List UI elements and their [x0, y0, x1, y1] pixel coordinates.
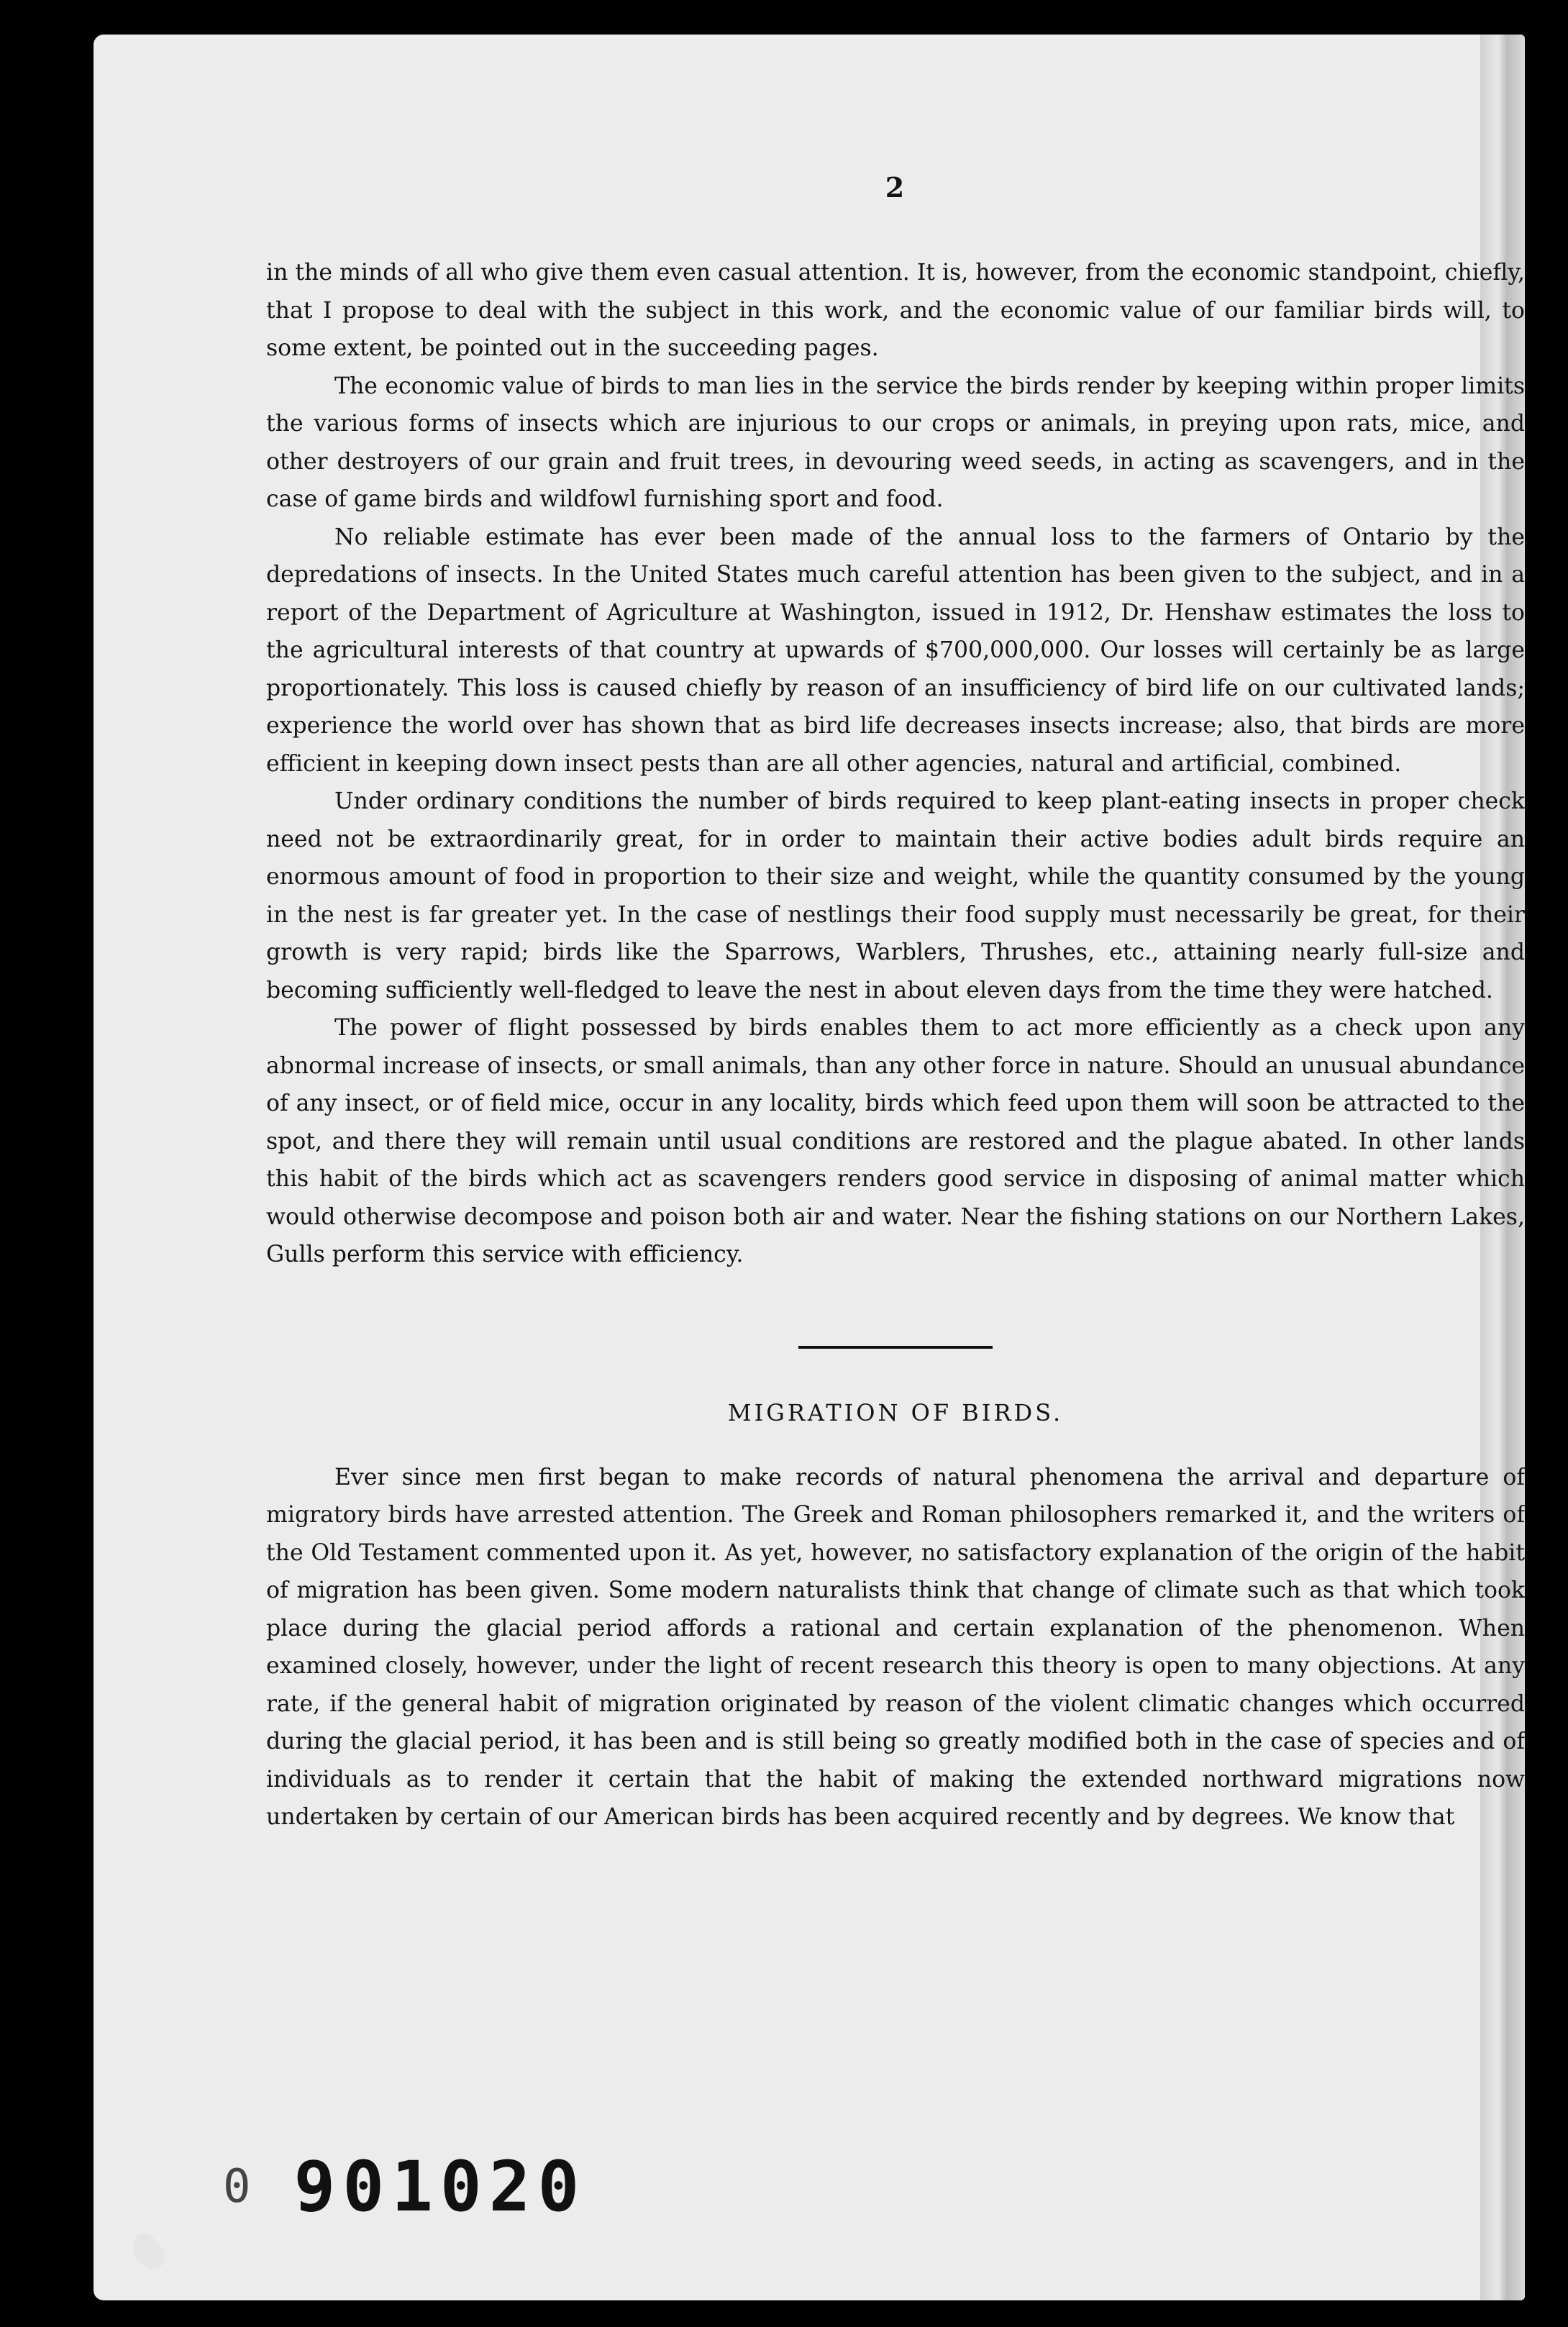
stamp-prefix: 0	[223, 2160, 251, 2213]
paragraph-power-of-flight: The power of flight possessed by birds enables them to act more efficiently as a check upon any abnormal increase of insects, or small animals, than any other force in nature. Should an unusual abundance of any insect, or of field mice, occur in any locality, birds which feed upon them will soon be attracted to the spot, and there they will remain until usual conditions are restored and the plague abated. In other lands this habit of the birds which act as scavengers renders good service in disposing of animal matter which would otherwise decompose and poison both air and water. Near the fishing stations on our Northern Lakes, Gulls perform this service with efficiency.	[266, 1015, 1525, 1267]
paragraph-insect-losses: No reliable estimate has ever been made of the annual loss to the farmers of Ontario by the depredations of insects. In the United States much careful attention has been given to the subject, and in a report of the Department of Agriculture at Washington, issued in 1912, Dr. Henshaw estimates the loss to the agricultural interests of that country at upwards of $700,000,000. Our losses will certainly be as large proportionately. This loss is caused chiefly by reason of an insufficiency of bird life on our cultivated lands; experience the world over has shown that as bird life decreases insects increase; also, that birds are more efficient in keeping down insect pests than are all other agencies, natural and artificial, combined.	[266, 524, 1525, 777]
section-divider	[798, 1346, 993, 1349]
section-heading: MIGRATION OF BIRDS.	[727, 1398, 1064, 1426]
scanned-page	[94, 35, 1525, 2300]
paragraph-economic-value: The economic value of birds to man lies in the service the birds render by keeping within proper limits the various forms of insects which are injurious to our crops or animals, in preying upon rats, mice, and other destroyers of our grain and fruit trees, in devouring weed seeds, in acting as scavengers, and in the case of game birds and wildfowl furnishing sport and food.	[266, 373, 1525, 512]
stamp-number: 901020	[293, 2146, 587, 2227]
paragraph-nestling-food: Under ordinary conditions the number of birds required to keep plant-eating insects in proper check need not be extraordinarily great, for in order to maintain their active bodies adult birds require an enormous amount of food in proportion to their size and weight, while the quantity consumed by the young in the nest is far greater yet. In the case of nestlings their food supply must necessarily be great, for their growth is very rapid; birds like the Sparrows, Warblers, Thrushes, etc., attaining nearly full-size and becoming sufficiently well-fledged to leave the nest in about eleven days from the time they were hatched.	[266, 788, 1525, 1003]
archive-stamp	[223, 2147, 586, 2226]
paragraph-migration: Ever since men first began to make records of natural phenomena the arrival and departure of migratory birds have arrested attention. The Greek and Roman philosophers remarked it, and the writers of the Old Testament commented upon it. As yet, however, no satisfactory explanation of the origin of the habit of migration has been given. Some modern naturalists think that change of climate such as that which took place during the glacial period affords a rational and certain explanation of the phenomenon. When examined closely, however, under the light of recent research this theory is open to many objections. At any rate, if the general habit of migration originated by reason of the violent climatic changes which occurred during the glacial period, it has been and is still being so greatly modified both in the case of species and of individuals as to render it certain that the habit of making the extended northward migrations now undertaken by certain of our American birds has been acquired recently and by degrees. We know that	[266, 1464, 1525, 1830]
paragraph-continuation: in the minds of all who give them even casual attention. It is, however, from the economic standpoint, chiefly, that I propose to deal with the subject in this work, and the economic value of our familiar birds will, to some extent, be pointed out in the succeeding pages.	[266, 260, 1525, 361]
page-content	[266, 171, 1525, 1836]
page-number: 2	[885, 171, 906, 204]
ink-blot-mark	[129, 2230, 171, 2273]
